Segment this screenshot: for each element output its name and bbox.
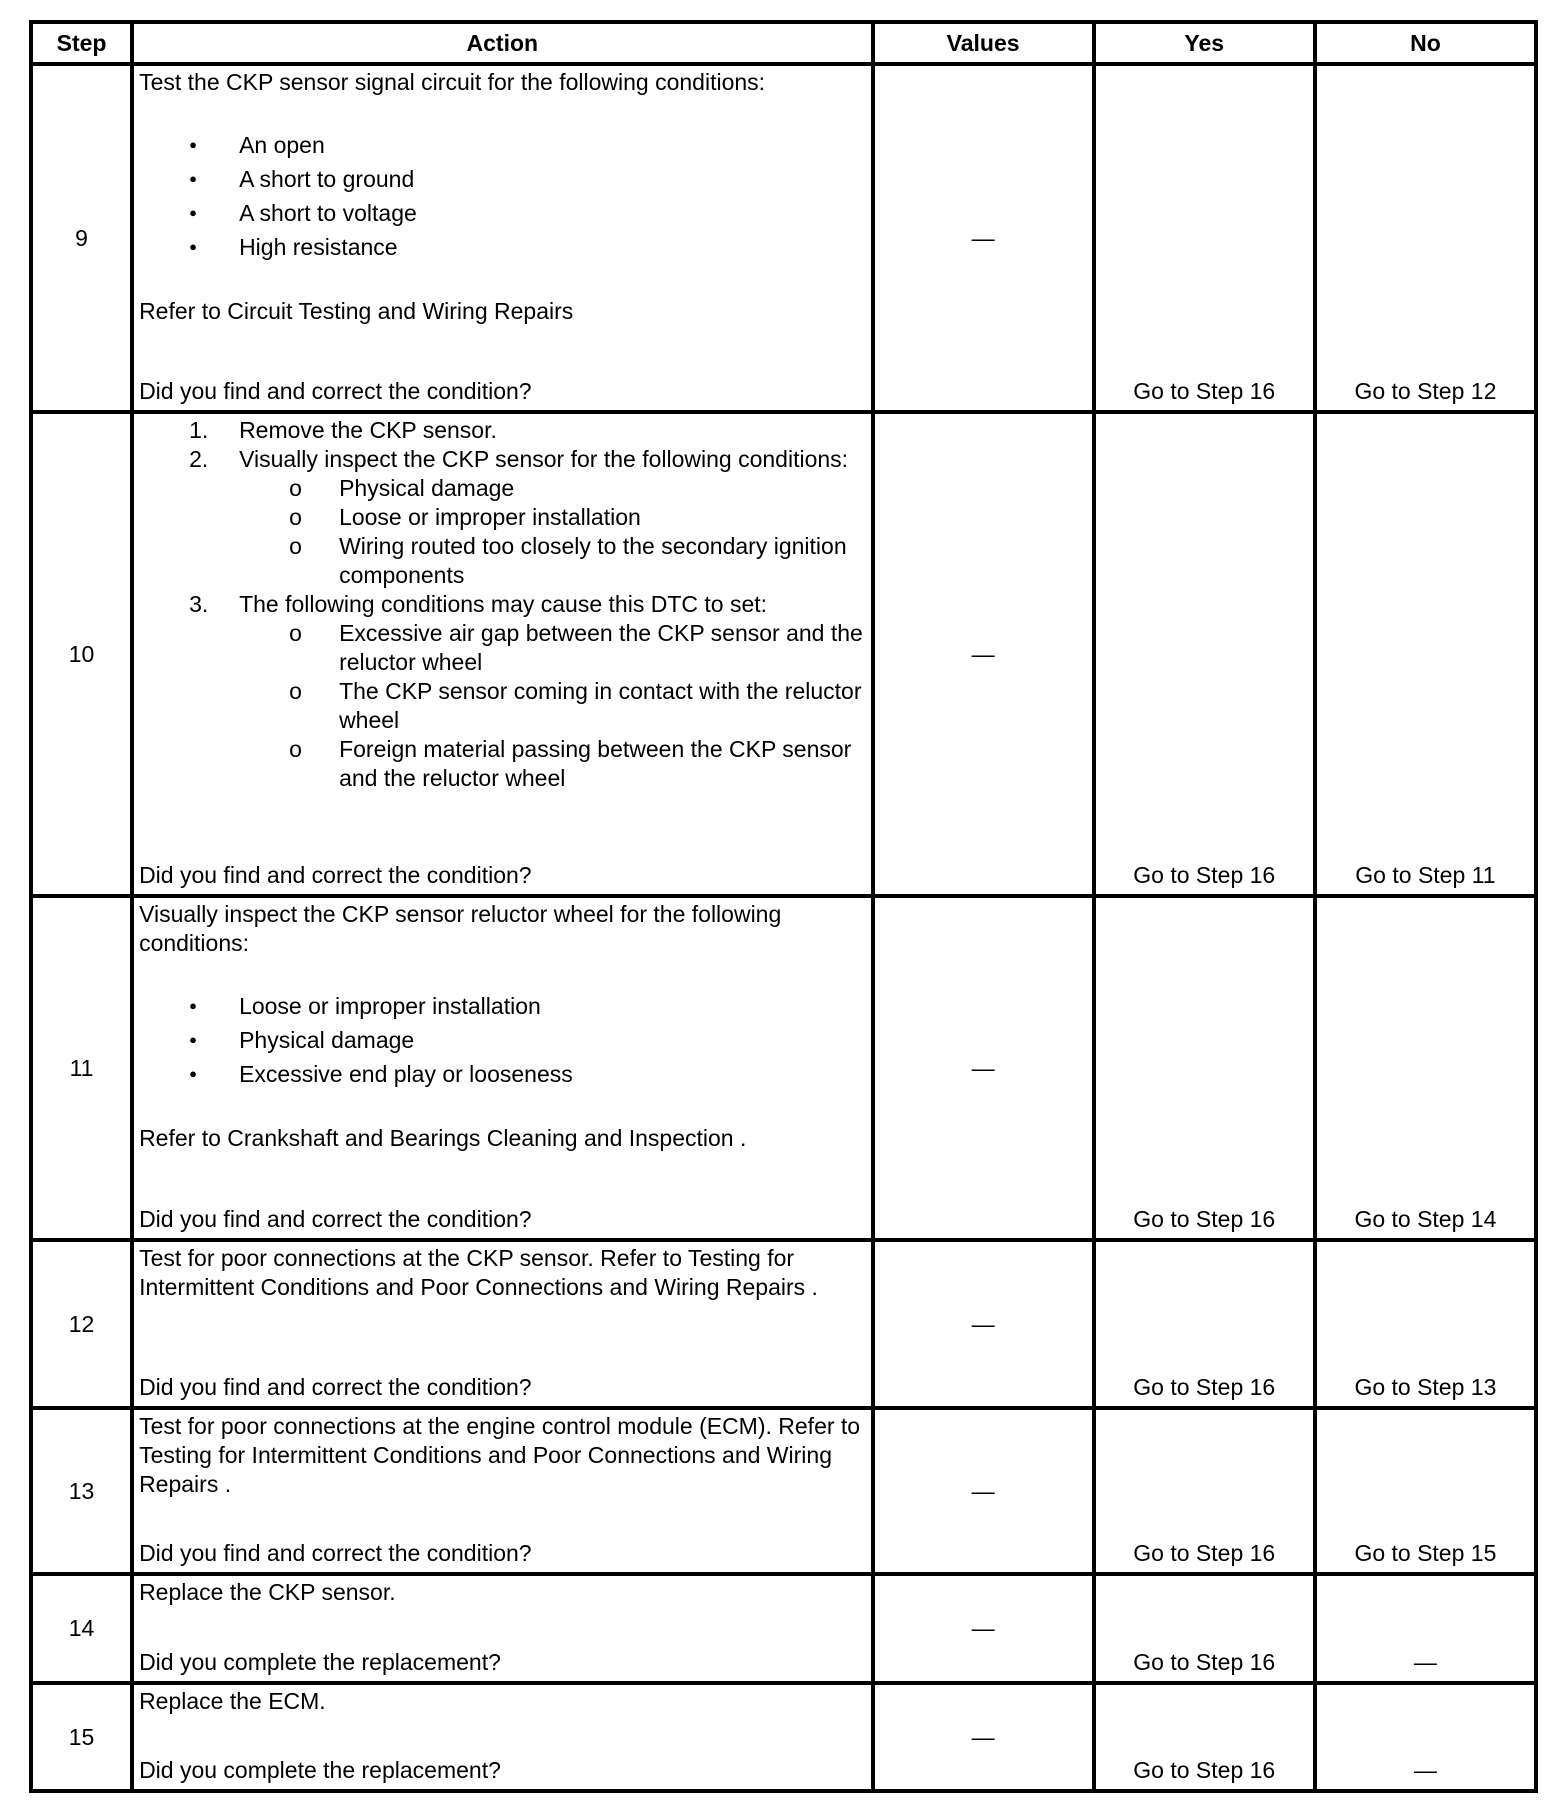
sub-list xyxy=(239,474,864,590)
action-text: Test for poor connections at the engine control module (ECM). Refer to Testing for Intermittent Conditions and Poor Connections and Wiring Repairs . xyxy=(139,1413,861,1497)
step-number: 9 xyxy=(31,64,132,412)
conditions-list xyxy=(139,989,864,1091)
yes-cell: Go to Step 16 xyxy=(1094,896,1315,1240)
action-question: Did you find and correct the condition? xyxy=(139,1206,532,1232)
action-refer: Refer to Crankshaft and Bearings Cleaning and Inspection . xyxy=(139,1125,747,1151)
action-cell xyxy=(132,64,872,412)
list-item xyxy=(139,590,864,793)
action-text: Test for poor connections at the CKP sensor. Refer to Testing for Intermittent Conditions and Poor Connections and Wiring Repairs . xyxy=(139,1245,818,1300)
values-cell: — xyxy=(873,1240,1094,1408)
item-text: Visually inspect the CKP sensor for the following conditions: xyxy=(239,446,849,472)
sub-list-item: o Excessive air gap between the CKP sensor and the reluctor wheel xyxy=(239,619,864,677)
values-cell: — xyxy=(873,1683,1094,1791)
no-cell: Go to Step 11 xyxy=(1315,412,1536,896)
action-question: Did you complete the replacement? xyxy=(139,1757,501,1783)
no-cell: Go to Step 14 xyxy=(1315,896,1536,1240)
item-number: 1. xyxy=(189,417,209,443)
yes-cell: Go to Step 16 xyxy=(1094,1574,1315,1683)
list-item: ● A short to voltage xyxy=(139,196,864,230)
action-cell xyxy=(132,1240,872,1408)
action-cell xyxy=(132,1574,872,1683)
action-question: Did you find and correct the condition? xyxy=(139,378,532,404)
action-intro: Test the CKP sensor signal circuit for the following conditions: xyxy=(139,69,766,95)
item-number: 3. xyxy=(189,591,209,617)
table-row-step-14 xyxy=(31,1574,1536,1683)
step-number: 12 xyxy=(31,1240,132,1408)
no-cell: Go to Step 13 xyxy=(1315,1240,1536,1408)
no-cell: — xyxy=(1315,1683,1536,1791)
list-item: ● High resistance xyxy=(139,230,864,264)
no-cell: Go to Step 15 xyxy=(1315,1408,1536,1574)
action-cell xyxy=(132,412,872,896)
header-step: Step xyxy=(31,22,132,64)
action-intro: Visually inspect the CKP sensor reluctor wheel for the following conditions: xyxy=(139,901,782,956)
yes-cell: Go to Step 16 xyxy=(1094,64,1315,412)
action-text: Replace the CKP sensor. xyxy=(139,1579,396,1605)
item-text: The following conditions may cause this DTC to set: xyxy=(239,591,768,617)
table-row-step-12 xyxy=(31,1240,1536,1408)
values-cell: — xyxy=(873,896,1094,1240)
action-question: Did you find and correct the condition? xyxy=(139,1374,532,1400)
action-cell xyxy=(132,1408,872,1574)
header-action: Action xyxy=(132,22,872,64)
list-item: ● A short to ground xyxy=(139,162,864,196)
action-refer: Refer to Circuit Testing and Wiring Repairs xyxy=(139,298,574,324)
sub-list xyxy=(239,619,864,793)
table-row-step-13 xyxy=(31,1408,1536,1574)
header-values: Values xyxy=(873,22,1094,64)
yes-cell: Go to Step 16 xyxy=(1094,1240,1315,1408)
list-item xyxy=(139,416,864,445)
item-number: 2. xyxy=(189,446,209,472)
procedure-list xyxy=(139,416,864,793)
no-cell: — xyxy=(1315,1574,1536,1683)
table-row-step-15 xyxy=(31,1683,1536,1791)
conditions-list xyxy=(139,128,864,264)
header-row xyxy=(31,22,1536,64)
header-yes: Yes xyxy=(1094,22,1315,64)
table-row-step-11 xyxy=(31,896,1536,1240)
action-question: Did you find and correct the condition? xyxy=(139,862,532,888)
step-number: 10 xyxy=(31,412,132,896)
values-cell: — xyxy=(873,64,1094,412)
list-item: ● Physical damage xyxy=(139,1023,864,1057)
values-cell: — xyxy=(873,412,1094,896)
step-number: 14 xyxy=(31,1574,132,1683)
sub-list-item: o Physical damage xyxy=(239,474,864,503)
action-cell xyxy=(132,1683,872,1791)
yes-cell: Go to Step 16 xyxy=(1094,412,1315,896)
header-no: No xyxy=(1315,22,1536,64)
step-number: 15 xyxy=(31,1683,132,1791)
diagnostic-table xyxy=(29,20,1538,1793)
values-cell: — xyxy=(873,1408,1094,1574)
action-question: Did you find and correct the condition? xyxy=(139,1540,532,1566)
step-number: 13 xyxy=(31,1408,132,1574)
sub-list-item: o Foreign material passing between the CKP sensor and the reluctor wheel xyxy=(239,735,864,793)
action-question: Did you complete the replacement? xyxy=(139,1649,501,1675)
list-item: ● Loose or improper installation xyxy=(139,989,864,1023)
table-row-step-10 xyxy=(31,412,1536,896)
sub-list-item: o Wiring routed too closely to the secondary ignition components xyxy=(239,532,864,590)
values-cell: — xyxy=(873,1574,1094,1683)
action-cell xyxy=(132,896,872,1240)
sub-list-item: o The CKP sensor coming in contact with the reluctor wheel xyxy=(239,677,864,735)
table-row-step-9 xyxy=(31,64,1536,412)
yes-cell: Go to Step 16 xyxy=(1094,1408,1315,1574)
yes-cell: Go to Step 16 xyxy=(1094,1683,1315,1791)
list-item: ● Excessive end play or looseness xyxy=(139,1057,864,1091)
no-cell: Go to Step 12 xyxy=(1315,64,1536,412)
sub-list-item: o Loose or improper installation xyxy=(239,503,864,532)
list-item xyxy=(139,445,864,590)
step-number: 11 xyxy=(31,896,132,1240)
action-text: Replace the ECM. xyxy=(139,1688,326,1714)
list-item: ● An open xyxy=(139,128,864,162)
item-text: Remove the CKP sensor. xyxy=(239,417,497,443)
